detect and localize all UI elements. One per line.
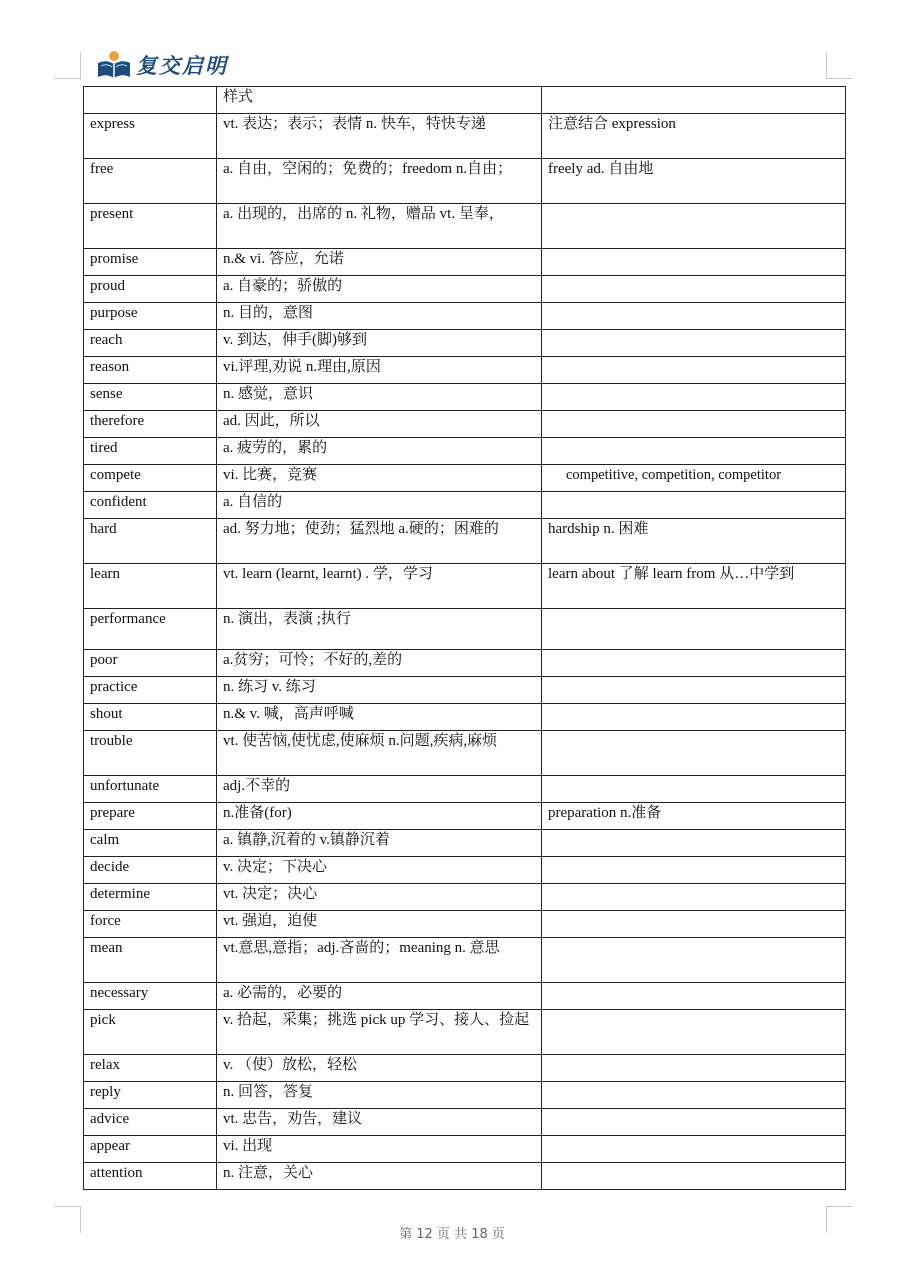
crop-mark-top-right: [826, 52, 853, 79]
word-cell: promise: [84, 249, 217, 276]
table-row: [84, 776, 846, 803]
word-cell: relax: [84, 1055, 217, 1082]
meaning-cell: a. 自豪的；骄傲的: [217, 276, 542, 303]
note-cell: [542, 204, 846, 249]
word-cell: [84, 87, 217, 114]
meaning-cell: v. （使）放松，轻松: [217, 1055, 542, 1082]
table-row: [84, 438, 846, 465]
word-cell: sense: [84, 384, 217, 411]
note-cell: [542, 411, 846, 438]
note-cell: [542, 609, 846, 650]
table-row: [84, 114, 846, 159]
meaning-cell: vt. learn (learnt, learnt) . 学，学习: [217, 564, 542, 609]
meaning-cell: vi. 比赛，竞赛: [217, 465, 542, 492]
table-row: [84, 884, 846, 911]
meaning-cell: vt. 强迫，迫使: [217, 911, 542, 938]
table-row: [84, 204, 846, 249]
meaning-cell: n.& v. 喊，高声呼喊: [217, 704, 542, 731]
note-cell: [542, 276, 846, 303]
meaning-cell: 样式: [217, 87, 542, 114]
note-cell: [542, 650, 846, 677]
meaning-cell: n. 感觉，意识: [217, 384, 542, 411]
meaning-cell: vt. 使苦恼,使忧虑,使麻烦 n.问题,疾病,麻烦: [217, 731, 542, 776]
meaning-cell: vt. 表达；表示；表情 n. 快车，特快专递: [217, 114, 542, 159]
meaning-cell: n.& vi. 答应，允诺: [217, 249, 542, 276]
table-row: [84, 677, 846, 704]
note-cell: [542, 1055, 846, 1082]
word-cell: force: [84, 911, 217, 938]
table-row: [84, 1163, 846, 1190]
note-cell: [542, 1109, 846, 1136]
table-row: [84, 1136, 846, 1163]
table-row: [84, 519, 846, 564]
note-cell: [542, 384, 846, 411]
note-cell: [542, 1136, 846, 1163]
meaning-cell: a. 必需的，必要的: [217, 983, 542, 1010]
table-row: [84, 411, 846, 438]
word-cell: decide: [84, 857, 217, 884]
meaning-cell: vt. 决定；决心: [217, 884, 542, 911]
meaning-cell: a.贫穷；可怜；不好的,差的: [217, 650, 542, 677]
note-cell: [542, 983, 846, 1010]
note-cell: [542, 357, 846, 384]
word-cell: learn: [84, 564, 217, 609]
meaning-cell: n. 练习 v. 练习: [217, 677, 542, 704]
meaning-cell: vi. 出现: [217, 1136, 542, 1163]
note-cell: [542, 731, 846, 776]
note-cell: [542, 438, 846, 465]
table-row: [84, 357, 846, 384]
table-row: [84, 564, 846, 609]
note-cell: [542, 857, 846, 884]
word-cell: present: [84, 204, 217, 249]
word-cell: compete: [84, 465, 217, 492]
table-row: [84, 87, 846, 114]
meaning-cell: ad. 因此，所以: [217, 411, 542, 438]
word-cell: unfortunate: [84, 776, 217, 803]
word-cell: proud: [84, 276, 217, 303]
table-row: [84, 609, 846, 650]
word-cell: necessary: [84, 983, 217, 1010]
word-cell: free: [84, 159, 217, 204]
word-cell: reach: [84, 330, 217, 357]
note-cell: [542, 830, 846, 857]
meaning-cell: a. 出现的，出席的 n. 礼物，赠品 vt. 呈奉，: [217, 204, 542, 249]
table-row: [84, 830, 846, 857]
word-cell: performance: [84, 609, 217, 650]
note-cell: competitive, competition, competitor: [542, 465, 846, 492]
note-cell: [542, 303, 846, 330]
word-cell: calm: [84, 830, 217, 857]
note-cell: [542, 492, 846, 519]
meaning-cell: v. 到达，伸手(脚)够到: [217, 330, 542, 357]
crop-mark-top-left: [54, 52, 81, 79]
word-cell: shout: [84, 704, 217, 731]
note-cell: freely ad. 自由地: [542, 159, 846, 204]
meaning-cell: n. 注意，关心: [217, 1163, 542, 1190]
note-cell: [542, 677, 846, 704]
table-row: [84, 465, 846, 492]
table-row: [84, 803, 846, 830]
meaning-cell: n. 目的，意图: [217, 303, 542, 330]
table-row: [84, 384, 846, 411]
meaning-cell: a. 自信的: [217, 492, 542, 519]
word-cell: attention: [84, 1163, 217, 1190]
table-row: [84, 1055, 846, 1082]
vocabulary-table: [83, 86, 846, 1190]
note-cell: [542, 1082, 846, 1109]
note-cell: [542, 884, 846, 911]
note-cell: [542, 911, 846, 938]
table-row: [84, 1010, 846, 1055]
word-cell: poor: [84, 650, 217, 677]
meaning-cell: a. 镇静,沉着的 v.镇静沉着: [217, 830, 542, 857]
meaning-cell: adj.不幸的: [217, 776, 542, 803]
meaning-cell: vi.评理,劝说 n.理由,原因: [217, 357, 542, 384]
table-row: [84, 1109, 846, 1136]
note-cell: [542, 1010, 846, 1055]
table-row: [84, 330, 846, 357]
word-cell: tired: [84, 438, 217, 465]
word-cell: determine: [84, 884, 217, 911]
word-cell: reason: [84, 357, 217, 384]
word-cell: prepare: [84, 803, 217, 830]
meaning-cell: n. 回答，答复: [217, 1082, 542, 1109]
meaning-cell: v. 拾起，采集；挑选 pick up 学习、接人、捡起: [217, 1010, 542, 1055]
table-row: [84, 492, 846, 519]
word-cell: express: [84, 114, 217, 159]
meaning-cell: a. 疲劳的，累的: [217, 438, 542, 465]
word-cell: appear: [84, 1136, 217, 1163]
meaning-cell: ad. 努力地；使劲；猛烈地 a.硬的；困难的: [217, 519, 542, 564]
brand-logo: [96, 48, 228, 82]
note-cell: [542, 249, 846, 276]
word-cell: advice: [84, 1109, 217, 1136]
note-cell: [542, 704, 846, 731]
table-row: [84, 249, 846, 276]
note-cell: 注意结合 expression: [542, 114, 846, 159]
word-cell: mean: [84, 938, 217, 983]
note-cell: preparation n.准备: [542, 803, 846, 830]
note-cell: [542, 87, 846, 114]
table-row: [84, 1082, 846, 1109]
word-cell: hard: [84, 519, 217, 564]
note-cell: learn about 了解 learn from 从…中学到: [542, 564, 846, 609]
note-cell: [542, 1163, 846, 1190]
word-cell: trouble: [84, 731, 217, 776]
table-row: [84, 650, 846, 677]
table-row: [84, 731, 846, 776]
note-cell: hardship n. 困难: [542, 519, 846, 564]
note-cell: [542, 330, 846, 357]
meaning-cell: n.准备(for): [217, 803, 542, 830]
table-row: [84, 159, 846, 204]
table-row: [84, 938, 846, 983]
word-cell: practice: [84, 677, 217, 704]
word-cell: therefore: [84, 411, 217, 438]
logo-text: 复交启明: [136, 54, 228, 78]
meaning-cell: a. 自由，空闲的；免费的；freedom n.自由；: [217, 159, 542, 204]
meaning-cell: v. 决定；下决心: [217, 857, 542, 884]
meaning-cell: n. 演出，表演 ;执行: [217, 609, 542, 650]
table-row: [84, 704, 846, 731]
table-row: [84, 276, 846, 303]
word-cell: pick: [84, 1010, 217, 1055]
table-row: [84, 911, 846, 938]
table-row: [84, 857, 846, 884]
meaning-cell: vt.意思,意指；adj.吝啬的；meaning n. 意思: [217, 938, 542, 983]
word-cell: purpose: [84, 303, 217, 330]
word-cell: confident: [84, 492, 217, 519]
note-cell: [542, 776, 846, 803]
meaning-cell: vt. 忠告，劝告，建议: [217, 1109, 542, 1136]
word-cell: reply: [84, 1082, 217, 1109]
table-row: [84, 303, 846, 330]
open-book-icon: [96, 49, 132, 81]
note-cell: [542, 938, 846, 983]
page-number: 第 12 页 共 18 页: [399, 1227, 505, 1242]
table-row: [84, 983, 846, 1010]
